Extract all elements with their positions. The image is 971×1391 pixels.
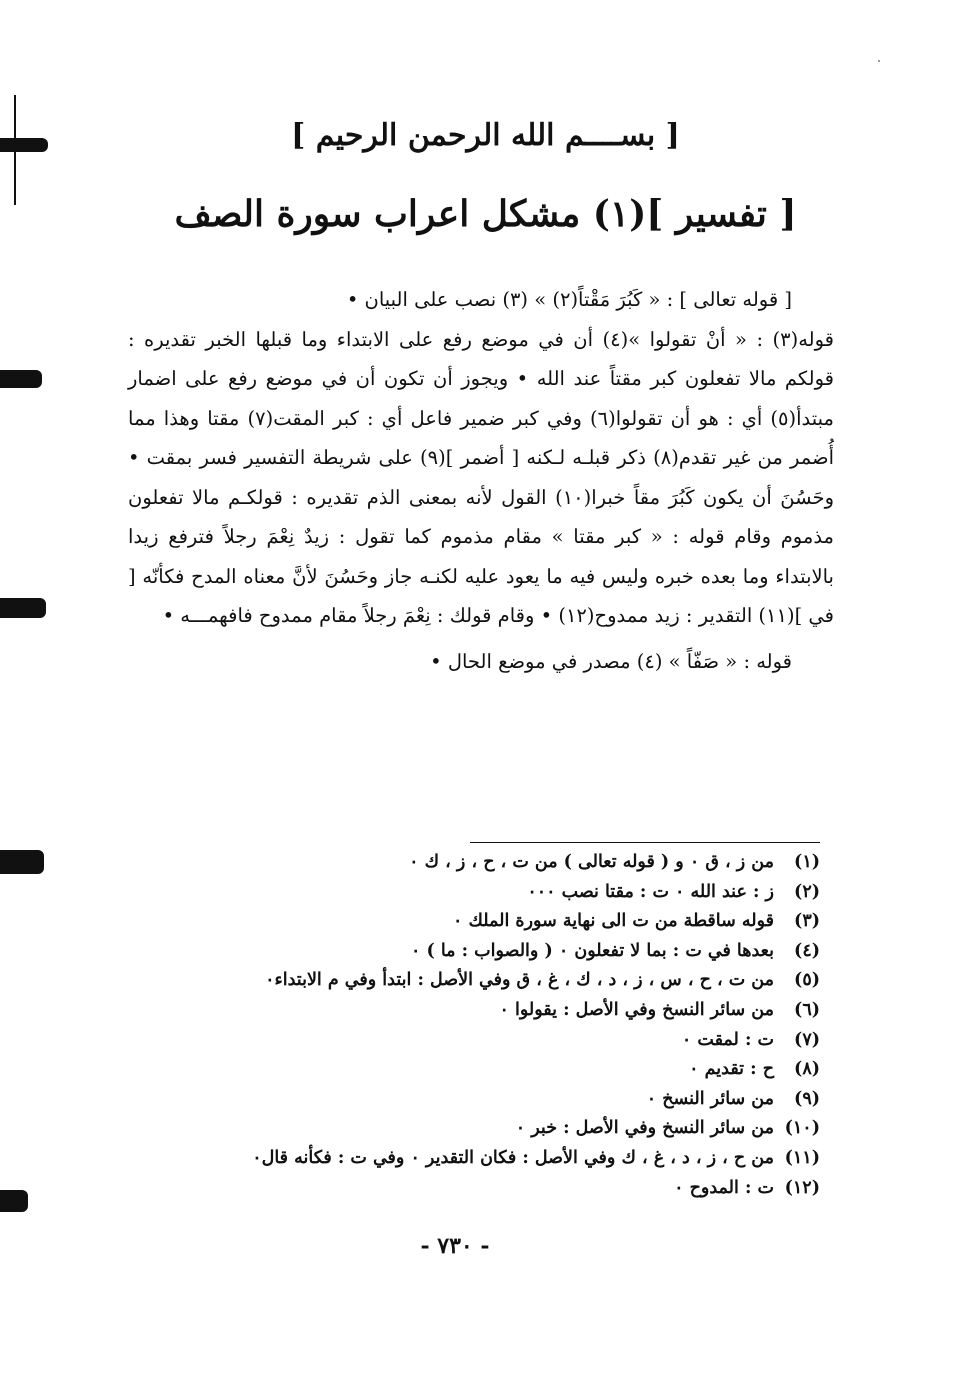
margin-mark — [0, 1190, 28, 1212]
footnote-number: (٦) — [794, 999, 820, 1020]
footnote-number: (٣) — [794, 911, 820, 932]
footnote-number: (١١) — [784, 1147, 820, 1168]
scan-speck — [878, 60, 880, 62]
footnote-text: من ز ، ق ٠ و ( قوله تعالى ) من ت ، ح ، ز ، ك ٠ — [409, 852, 774, 872]
main-text — [128, 280, 834, 681]
footnote-number: (٤) — [794, 940, 820, 961]
footnote-number: (١٢) — [784, 1177, 820, 1198]
chapter-title: [ تفسير ](١) مشكل اعراب سورة الصف — [174, 193, 797, 235]
footnote-text: من ح ، ز ، د ، غ ، ك وفي الأصل : فكان التقدير ٠ وفي ت : فكأنه قال٠ — [252, 1147, 774, 1168]
footnote-text: ز : عند الله ٠ ت : مقتا نصب ٠٠٠ — [527, 881, 774, 902]
footnote-text: ح : تقديم ٠ — [689, 1059, 774, 1080]
footnote-text: ت : لمقت ٠ — [681, 1029, 774, 1050]
footnote — [115, 1144, 820, 1174]
margin-mark — [0, 850, 44, 874]
paragraph: قوله : « صَفّاً » (٤) مصدر في موضع الحال • — [430, 649, 792, 673]
footnote — [115, 937, 820, 967]
footnotes-list — [115, 848, 820, 1203]
footnote-text: قوله ساقطة من ت الى نهاية سورة الملك ٠ — [452, 911, 774, 932]
paragraph: [ قوله تعالى ] : « كَبُرَ مَقْتاً(٢) » (٣) نصب على البيان • — [346, 288, 792, 311]
footnote — [115, 1174, 820, 1204]
footnote — [115, 907, 820, 937]
footnote — [115, 1026, 820, 1056]
footnote — [115, 1085, 820, 1115]
basmala-heading: [ بســــم الله الرحمن الرحيم ] — [291, 118, 680, 153]
footnote-text: من سائر النسخ وفي الأصل : خبر ٠ — [515, 1118, 774, 1139]
footnote — [115, 996, 820, 1026]
margin-mark — [0, 138, 48, 152]
footnote-text: ت : المدوح ٠ — [674, 1177, 774, 1198]
footnote-text: بعدها في ت : بما لا تفعلون ٠ ( والصواب : ما ) ٠ — [410, 940, 774, 961]
footnote-number: (٢) — [794, 881, 820, 902]
footnote-text: من سائر النسخ ٠ — [646, 1088, 774, 1109]
footnote-number: (٥) — [794, 970, 820, 991]
footnote-number: (٩) — [794, 1088, 820, 1109]
page-number: - ٧٣٠ - — [420, 1233, 490, 1259]
footnote — [115, 1055, 820, 1085]
footnote-text: من ت ، ح ، س ، ز ، د ، ك ، غ ، ق وفي الأصل : ابتدأ وفي م الابتداء٠ — [265, 970, 774, 991]
footnote — [115, 966, 820, 996]
footnote-number: (٧) — [794, 1029, 820, 1050]
footnote-separator — [470, 842, 820, 843]
footnote-number: (٨) — [794, 1059, 820, 1080]
footnote-number: (١٠) — [784, 1118, 820, 1139]
footnote — [115, 878, 820, 908]
footnote — [115, 1114, 820, 1144]
paragraph: قوله(٣) : « أنْ تقولوا »(٤) أن في موضع رفع على الابتداء وما قبلها الخبر تقديره : قولكم مالا تفعلون كبر مقتاً عند الله • ويجوز أن تكون أن في موضع رفع على اضمار مبتدأ(٥) أي : هو أن تقولوا(٦) وفي كبر ضمير فاعل أي : كبر المقت(٧) مقتا وهذا مما أُضمر من غير تقدم(٨) ذكر قبلـه لـكنه [ أضمر ](٩) على شريطة التفسير فسر بمقت • وحَسُنَ أن يكون كَبُرَ مقاً خبرا(١٠) القول لأنه بمعنى الذم تقديره : قولكـم مالا تفعلون مذموم وقام قوله : « كبر مقتا » مقام مذموم كما تقول : زيدٌ نِعْمَ رجلاً فترفع زيدا بالابتداء وما بعده خبره وليس فيه ما يعود عليه لكنـه جاز وحَسُنَ لأنَّ معناه المدح فكأنّه [ في ](١١) التقدير : زيد ممدوح(١٢) • وقام قولك : نِعْمَ رجلاً مقام ممدوح فافهمـــه • — [128, 327, 834, 627]
footnote-number: (١) — [794, 852, 820, 872]
footnote — [115, 848, 820, 878]
margin-mark — [0, 370, 42, 388]
margin-mark — [0, 598, 46, 618]
footnote-text: من سائر النسخ وفي الأصل : يقولوا ٠ — [499, 999, 774, 1020]
